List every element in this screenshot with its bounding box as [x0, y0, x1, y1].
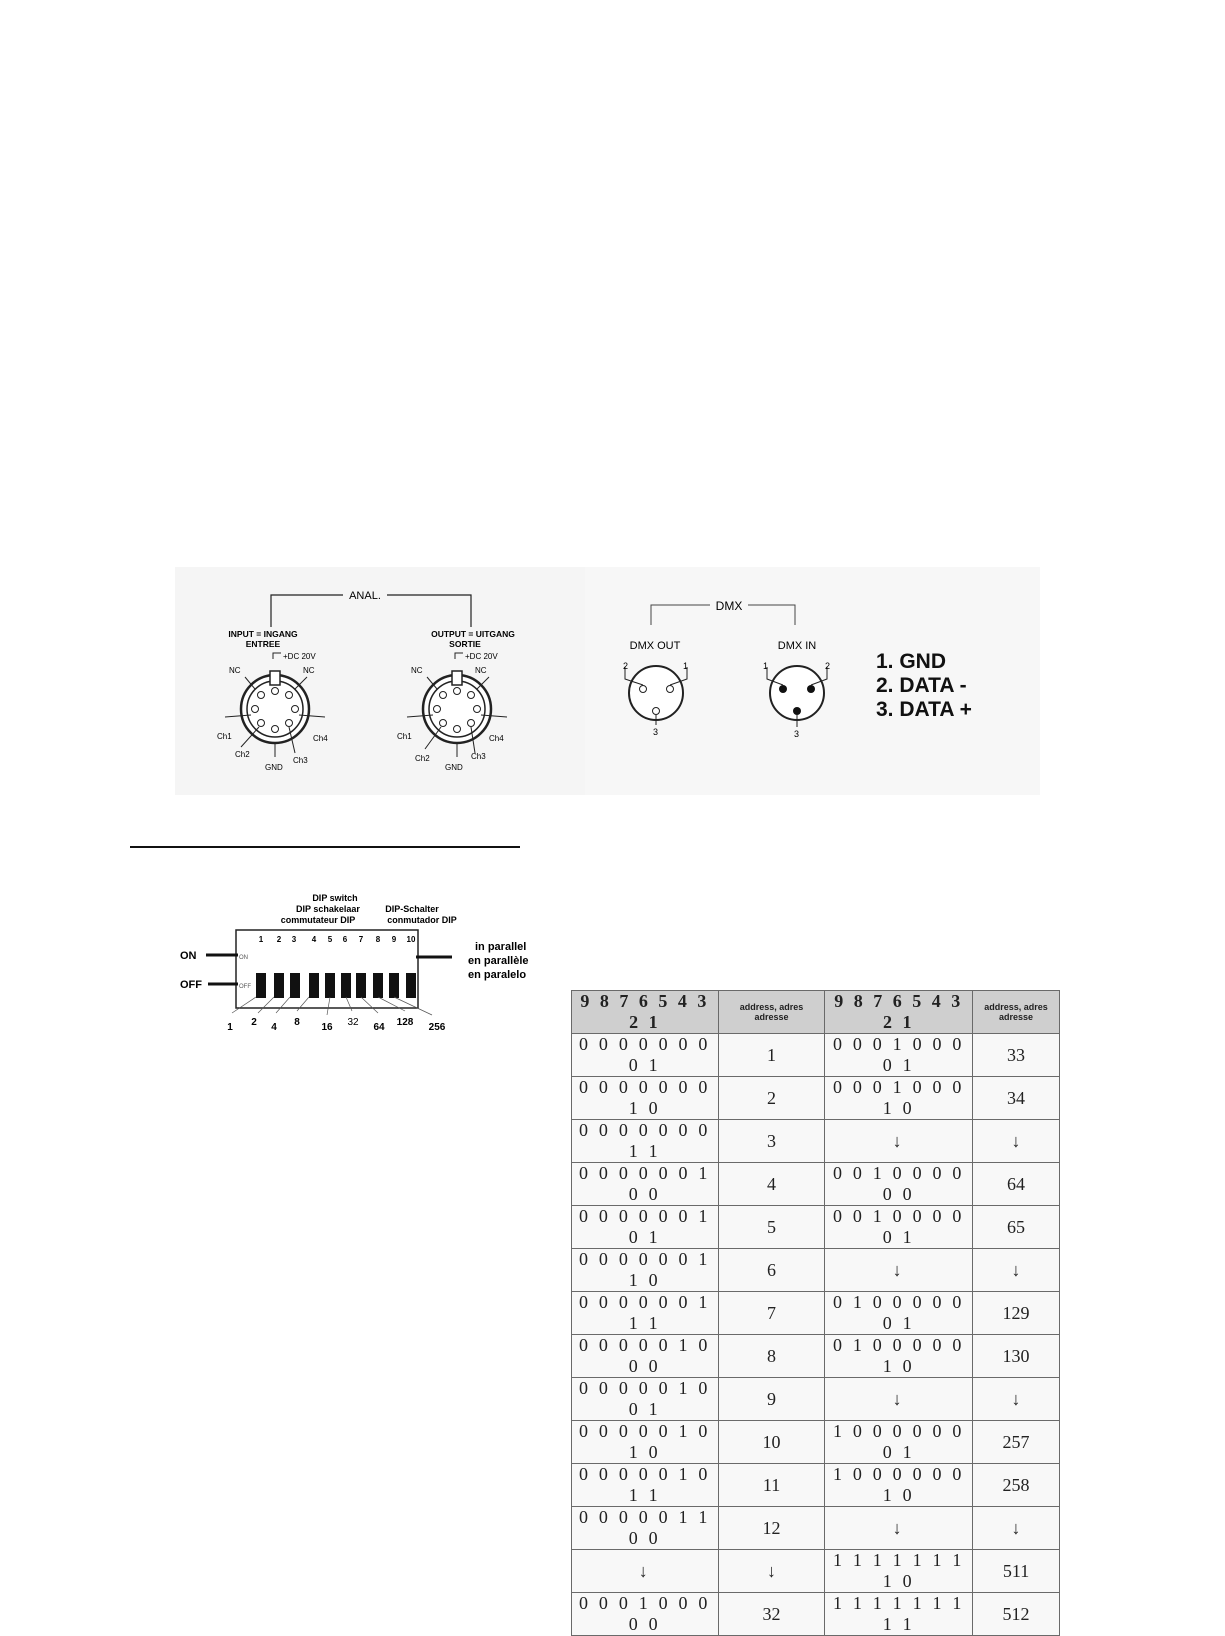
bits-left-cell: 0 0 0 0 0 0 1 0 1 [572, 1206, 719, 1249]
bits-left-cell: 0 0 0 0 0 0 1 0 0 [572, 1163, 719, 1206]
dip-label-nl: DIP schakelaar [296, 904, 360, 914]
address-right-cell: ↓ [973, 1120, 1060, 1163]
dip-weight-8: 8 [294, 1017, 300, 1028]
table-row [572, 1550, 1060, 1593]
address-left-cell: 3 [718, 1120, 825, 1163]
output-nc-left: NC [411, 666, 423, 675]
dip-switch-diagram [170, 885, 550, 1045]
dip-num-9: 9 [391, 935, 397, 944]
table-row [572, 1421, 1060, 1464]
dip-lever-5 [325, 973, 335, 998]
bits-right-cell: 1 1 1 1 1 1 1 1 0 [825, 1550, 973, 1593]
dip-weight-256: 256 [428, 1022, 446, 1033]
address-left-cell: 2 [718, 1077, 825, 1120]
table-row [572, 1120, 1060, 1163]
dip-off-label: OFF [180, 979, 202, 991]
legend-item-data-minus: 2. DATA - [876, 674, 967, 697]
header-address-left [718, 991, 825, 1034]
output-ch3: Ch3 [471, 752, 486, 761]
input-ch3: Ch3 [293, 756, 308, 765]
bits-left-cell: 0 0 0 0 0 0 0 0 1 [572, 1034, 719, 1077]
bits-right-cell: 1 0 0 0 0 0 0 1 0 [825, 1464, 973, 1507]
bits-left-cell: 0 0 0 0 0 0 0 1 1 [572, 1120, 719, 1163]
address-left-cell: 32 [718, 1593, 825, 1636]
dip-num-5: 5 [327, 935, 333, 944]
bits-left-cell: 0 0 0 0 0 1 1 0 0 [572, 1507, 719, 1550]
analog-connector-diagram [175, 567, 585, 795]
dip-weight-32: 32 [347, 1017, 359, 1028]
dip-on-label: ON [180, 950, 197, 962]
section-divider [130, 846, 520, 848]
dip-address-table [571, 990, 1060, 1636]
dip-lever-9 [389, 973, 399, 998]
address-right-cell: 65 [973, 1206, 1060, 1249]
bits-left-cell: 0 0 0 0 0 0 0 1 0 [572, 1077, 719, 1120]
input-sub-label: ENTREE [245, 639, 281, 649]
output-ch4: Ch4 [489, 734, 504, 743]
address-right-cell: 34 [973, 1077, 1060, 1120]
output-nc-right: NC [475, 666, 487, 675]
header-bits-left: 9 8 7 6 5 4 3 2 1 [572, 991, 719, 1034]
address-right-cell: 64 [973, 1163, 1060, 1206]
address-left-cell: 10 [718, 1421, 825, 1464]
xlr-male-connector-icon [767, 666, 827, 727]
dmx-in-pin-3: 3 [794, 729, 800, 739]
header-address-text-2: adresse [999, 1012, 1034, 1022]
parallel-es: en paralelo [468, 969, 527, 981]
address-left-cell: 11 [718, 1464, 825, 1507]
table-row [572, 1292, 1060, 1335]
bits-left-cell: 0 0 0 1 0 0 0 0 0 [572, 1593, 719, 1636]
header-address-text-1: address, adres [739, 1002, 804, 1012]
table-row [572, 1464, 1060, 1507]
table-header-row [572, 991, 1060, 1034]
dip-label-de: DIP-Schalter [385, 904, 439, 914]
address-left-cell: 4 [718, 1163, 825, 1206]
dip-weight-64: 64 [373, 1022, 385, 1033]
pin-legend [876, 650, 972, 722]
dmx-in-pin-2: 2 [825, 661, 831, 671]
bits-right-cell: 0 1 0 0 0 0 0 0 1 [825, 1292, 973, 1335]
legend-item-data-plus: 3. DATA + [876, 698, 972, 721]
bits-right-cell: 1 1 1 1 1 1 1 1 1 [825, 1593, 973, 1636]
address-left-cell: 7 [718, 1292, 825, 1335]
dip-lever-7 [356, 973, 366, 998]
address-left-cell: 1 [718, 1034, 825, 1077]
dmx-out-pin-3: 3 [653, 727, 659, 737]
dip-num-7: 7 [358, 935, 364, 944]
dip-weight-16: 16 [321, 1022, 333, 1033]
address-right-cell: 511 [973, 1550, 1060, 1593]
output-ch2: Ch2 [415, 754, 430, 763]
anal-title: ANAL. [349, 590, 381, 602]
legend-item-gnd: 1. GND [876, 650, 947, 673]
parallel-en: in parallel [475, 941, 527, 953]
input-gnd: GND [265, 763, 283, 772]
parallel-fr: en parallèle [468, 955, 529, 967]
dmx-out-pin-1: 1 [683, 661, 689, 671]
table-row [572, 1378, 1060, 1421]
dip-weight-1: 1 [227, 1022, 233, 1033]
address-right-cell: 257 [973, 1421, 1060, 1464]
output-label: OUTPUT = UITGANG [431, 629, 515, 639]
address-left-cell: ↓ [718, 1550, 825, 1593]
address-left-cell: 8 [718, 1335, 825, 1378]
dip-lever-8 [373, 973, 383, 998]
dip-off-small: OFF [239, 984, 251, 990]
header-bits-right: 9 8 7 6 5 4 3 2 1 [825, 991, 973, 1034]
bits-left-cell: ↓ [572, 1550, 719, 1593]
dip-switch-svg [170, 885, 550, 1045]
dmx-in-label: DMX IN [777, 640, 817, 652]
bits-left-cell: 0 0 0 0 0 1 0 1 0 [572, 1421, 719, 1464]
input-nc-right: NC [303, 666, 315, 675]
address-right-cell: ↓ [973, 1249, 1060, 1292]
bits-right-cell: 0 0 1 0 0 0 0 0 0 [825, 1163, 973, 1206]
dip-weight-4: 4 [271, 1022, 277, 1033]
address-right-cell: 512 [973, 1593, 1060, 1636]
dmx-out-label: DMX OUT [629, 640, 681, 652]
header-address-right [973, 991, 1060, 1034]
table-row [572, 1034, 1060, 1077]
address-right-cell: 258 [973, 1464, 1060, 1507]
bits-right-cell: 0 0 0 1 0 0 0 0 1 [825, 1034, 973, 1077]
dmx-in-pin-1: 1 [763, 661, 769, 671]
address-right-cell: 130 [973, 1335, 1060, 1378]
bits-right-cell: ↓ [825, 1378, 973, 1421]
analog-connector-svg [175, 567, 585, 795]
dip-lever-2 [274, 973, 284, 998]
input-label: INPUT = INGANG [228, 629, 298, 639]
dip-lever-1 [256, 973, 266, 998]
dip-num-6: 6 [342, 935, 348, 944]
output-ch1: Ch1 [397, 732, 412, 741]
dip-num-1: 1 [258, 935, 264, 944]
dip-on-small: ON [239, 955, 248, 961]
address-left-cell: 5 [718, 1206, 825, 1249]
table-row [572, 1335, 1060, 1378]
dip-lever-3 [290, 973, 300, 998]
table-row [572, 1593, 1060, 1636]
address-right-cell: 129 [973, 1292, 1060, 1335]
dip-label-fr: commutateur DIP [280, 915, 356, 925]
header-address-text-1: address, adres [984, 1002, 1048, 1012]
table-row [572, 1077, 1060, 1120]
dip-label-es: conmutador DIP [387, 915, 457, 925]
bits-right-cell: ↓ [825, 1507, 973, 1550]
address-left-cell: 6 [718, 1249, 825, 1292]
address-left-cell: 12 [718, 1507, 825, 1550]
address-left-cell: 9 [718, 1378, 825, 1421]
output-sub-label: SORTIE [449, 639, 481, 649]
dip-num-2: 2 [276, 935, 282, 944]
bits-left-cell: 0 0 0 0 0 0 1 1 1 [572, 1292, 719, 1335]
dmx-out-pin-2: 2 [623, 661, 629, 671]
dip-num-8: 8 [375, 935, 381, 944]
table-row [572, 1507, 1060, 1550]
bits-left-cell: 0 0 0 0 0 1 0 0 0 [572, 1335, 719, 1378]
bits-right-cell: 0 0 0 1 0 0 0 1 0 [825, 1077, 973, 1120]
input-ch4: Ch4 [313, 734, 328, 743]
bits-right-cell: ↓ [825, 1120, 973, 1163]
bits-right-cell: ↓ [825, 1249, 973, 1292]
dip-num-4: 4 [311, 935, 317, 944]
dip-weight-2: 2 [251, 1017, 257, 1028]
address-right-cell: 33 [973, 1034, 1060, 1077]
table-body [572, 1034, 1060, 1636]
table-row [572, 1249, 1060, 1292]
dip-label-en: DIP switch [312, 893, 358, 903]
input-dc-label: +DC 20V [283, 652, 316, 661]
bits-right-cell: 1 0 0 0 0 0 0 0 1 [825, 1421, 973, 1464]
output-dc-label: +DC 20V [465, 652, 498, 661]
xlr-female-connector-icon [625, 666, 687, 725]
bits-right-cell: 0 1 0 0 0 0 0 1 0 [825, 1335, 973, 1378]
input-ch2: Ch2 [235, 750, 250, 759]
bits-right-cell: 0 0 1 0 0 0 0 0 1 [825, 1206, 973, 1249]
header-address-text-2: adresse [754, 1012, 789, 1022]
dip-weight-128: 128 [396, 1017, 414, 1028]
input-ch1: Ch1 [217, 732, 232, 741]
dmx-title: DMX [715, 599, 743, 613]
output-gnd: GND [445, 763, 463, 772]
bits-left-cell: 0 0 0 0 0 1 0 0 1 [572, 1378, 719, 1421]
dip-num-3: 3 [291, 935, 297, 944]
address-right-cell: ↓ [973, 1378, 1060, 1421]
table-row [572, 1163, 1060, 1206]
bits-left-cell: 0 0 0 0 0 0 1 1 0 [572, 1249, 719, 1292]
address-right-cell: ↓ [973, 1507, 1060, 1550]
dip-lever-10 [406, 973, 416, 998]
dip-lever-6 [341, 973, 351, 998]
table-row [572, 1206, 1060, 1249]
dip-lever-4 [309, 973, 319, 998]
bits-left-cell: 0 0 0 0 0 1 0 1 1 [572, 1464, 719, 1507]
input-nc-left: NC [229, 666, 241, 675]
dip-num-10: 10 [406, 935, 416, 944]
